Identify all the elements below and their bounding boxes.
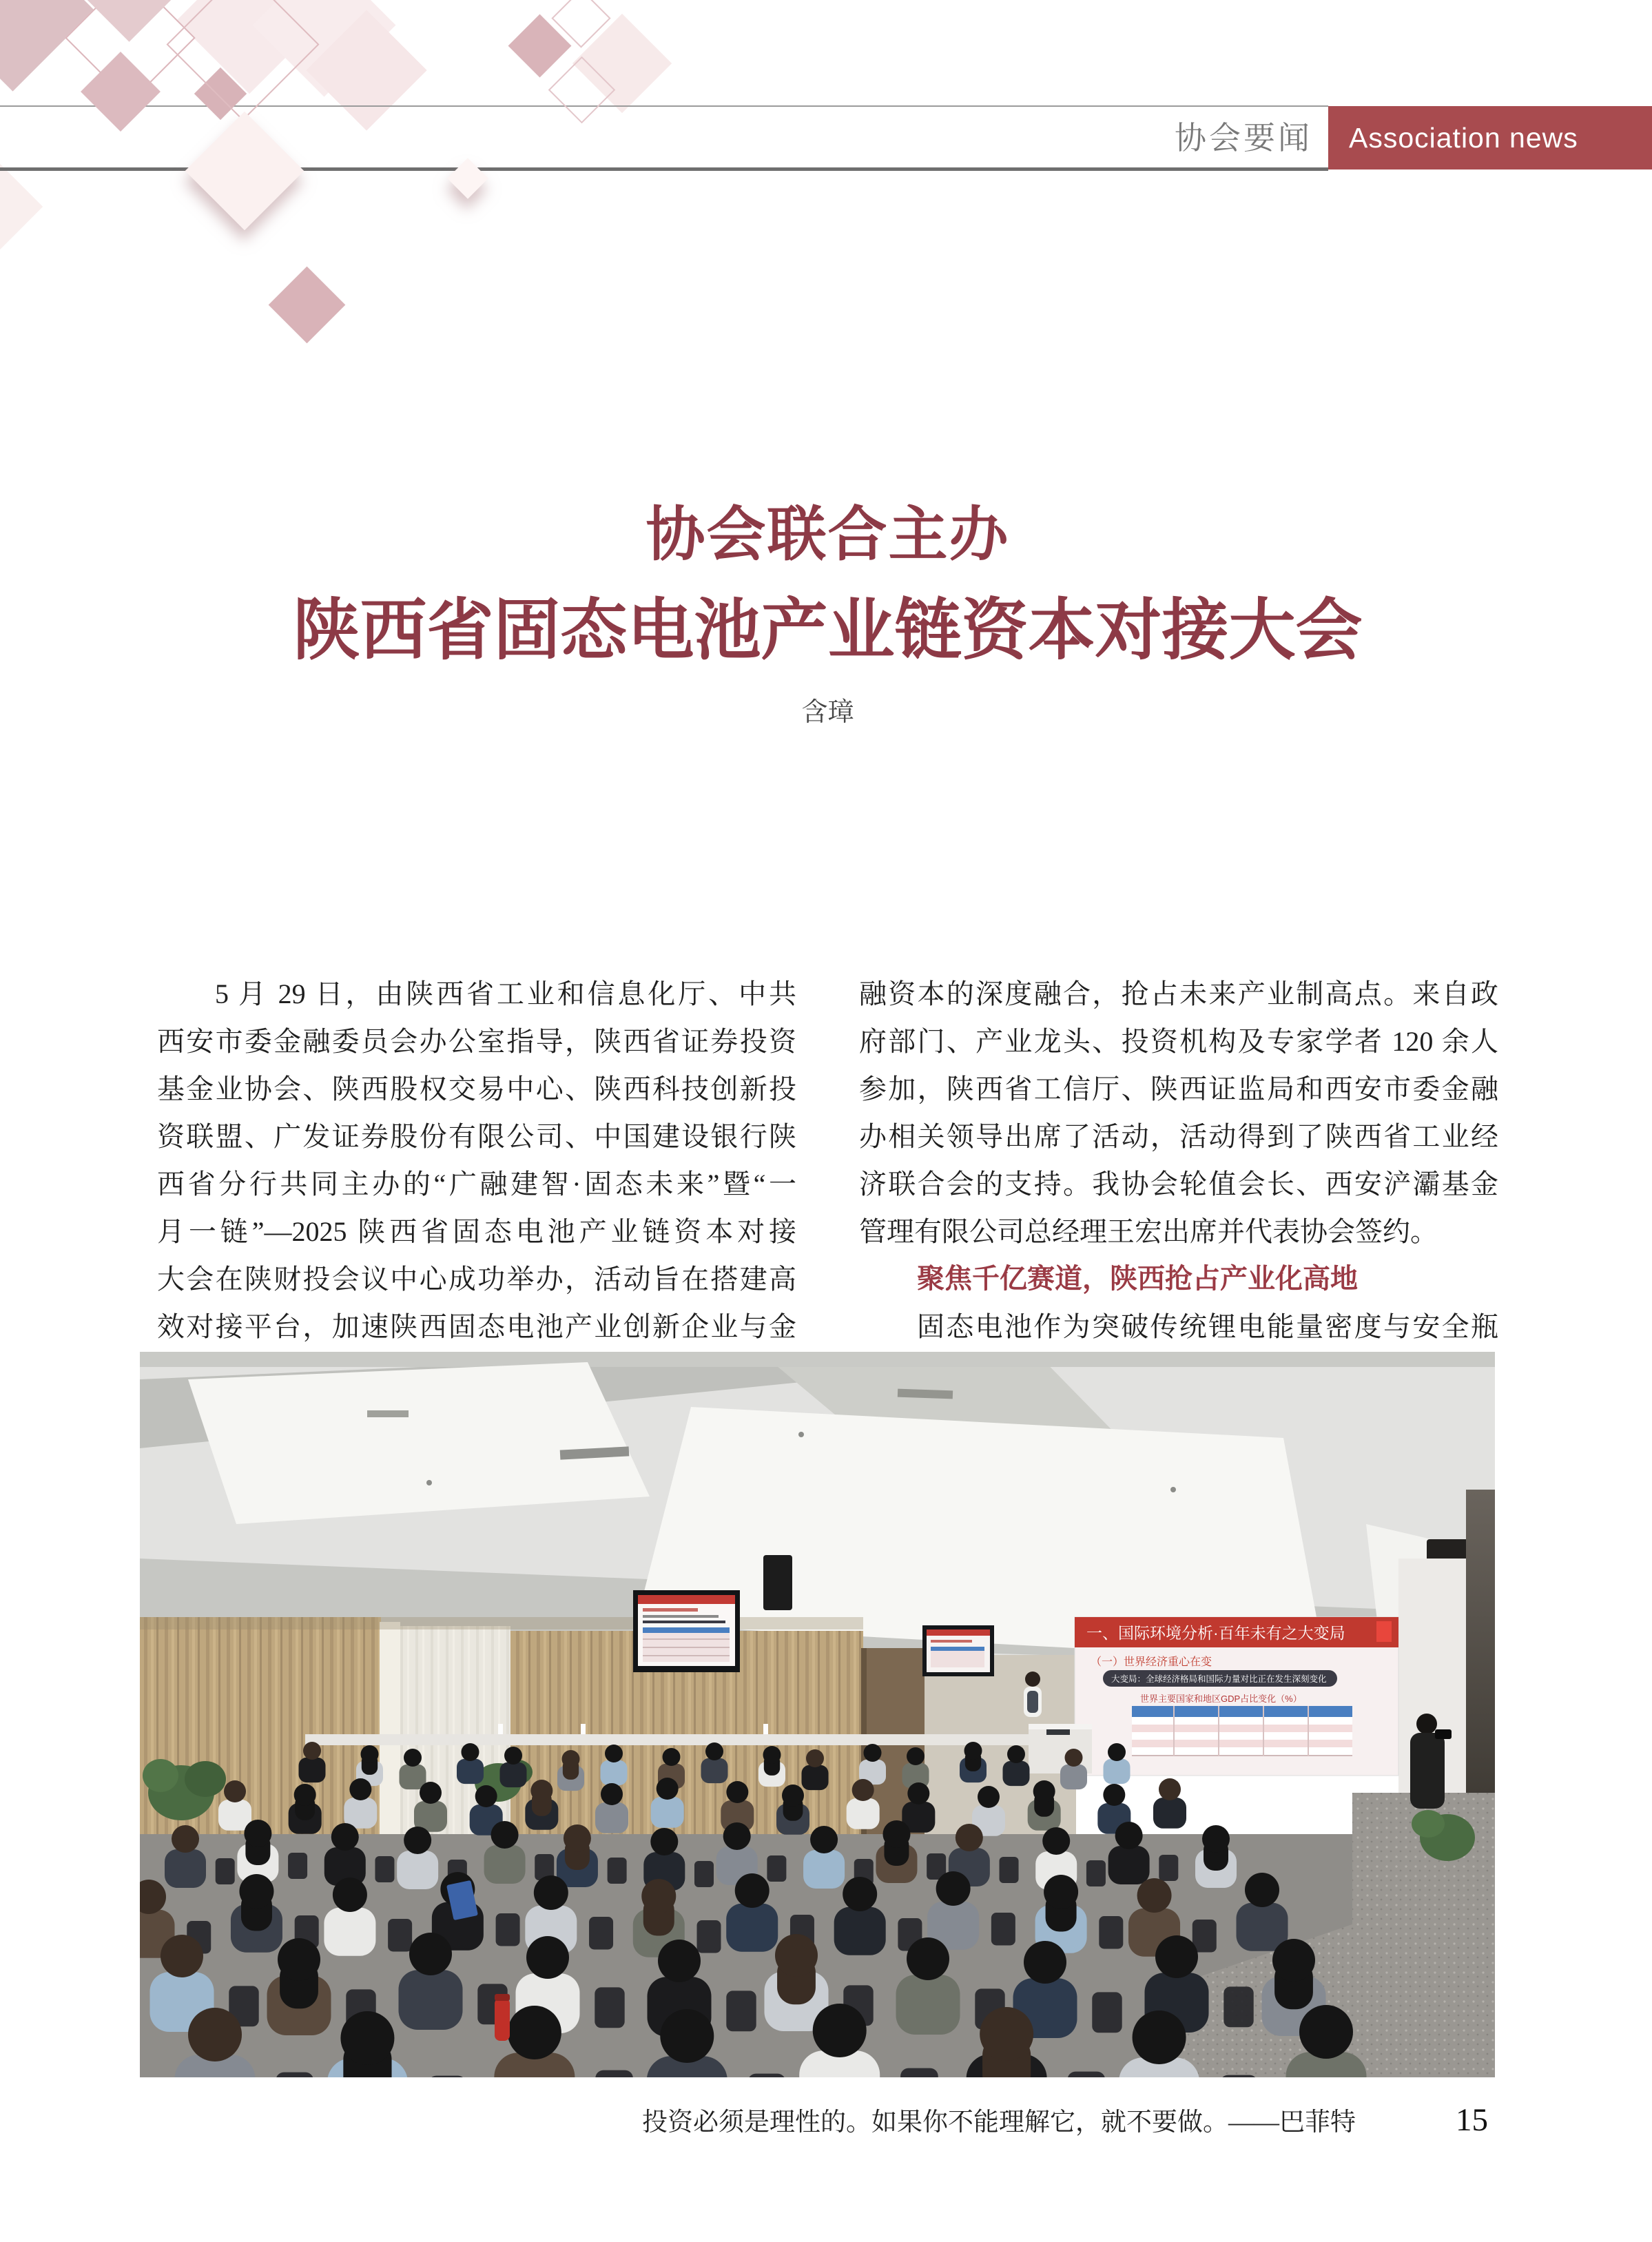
diamond-shape xyxy=(0,164,43,249)
diamond-shape xyxy=(78,0,180,41)
conference-photo xyxy=(140,1352,1495,2077)
screen-banner-text: 大变局：全球经济格局和国际力量对比正在发生深刻变化 xyxy=(1111,1674,1327,1684)
mid-tv-screen xyxy=(922,1625,994,1676)
body-line: 大会在陕财投会议中心成功举办，活动旨在搭建高 xyxy=(157,1264,796,1295)
body-line: 融资本的深度融合，抢占未来产业制高点。来自政 xyxy=(859,978,1498,1009)
body-line: 固态电池作为突破传统锂电能量密度与安全瓶 xyxy=(917,1311,1498,1342)
article-title-line1: 协会联合主办 xyxy=(646,502,1010,568)
author-name: 含璋 xyxy=(801,698,854,727)
diamond-shape xyxy=(65,0,196,103)
body-line: 西安市委金融委员会办公室指导，陕西省证券投资 xyxy=(157,1026,796,1057)
body-line: 府部门、产业龙头、投资机构及专家学者 120 余人 xyxy=(859,1026,1498,1057)
red-bottle-icon xyxy=(495,1998,510,2041)
section-subhead: 聚焦千亿赛道，陕西抢占产业化高地 xyxy=(917,1264,1358,1294)
body-line: 效对接平台，加速陕西固态电池产业创新企业与金 xyxy=(157,1311,796,1342)
article-title-line2: 陕西省固态电池产业链资本对接大会 xyxy=(293,594,1363,668)
screen-caption: 世界主要国家和地区GDP占比变化（%） xyxy=(1140,1694,1302,1704)
speaker-box-icon xyxy=(763,1555,792,1610)
left-tv-screen xyxy=(633,1590,740,1672)
section-label-en: Association news xyxy=(1349,121,1578,154)
screen-subtitle: （一）世界经济重心在变 xyxy=(1091,1656,1212,1668)
diamond-shape xyxy=(268,266,345,343)
section-badge xyxy=(1328,106,1652,169)
body-line: 资联盟、广发证券股份有限公司、中国建设银行陕 xyxy=(157,1121,796,1152)
body-line: 管理有限公司总经理王宏出席并代表协会签约。 xyxy=(859,1216,1438,1247)
diamond-shape xyxy=(572,14,672,113)
diamond-shape xyxy=(166,0,319,121)
diamond-shape xyxy=(185,112,304,231)
body-line: 办相关领导出席了活动，活动得到了陕西省工业经 xyxy=(859,1121,1498,1152)
diamond-shape xyxy=(176,0,322,94)
diamond-shape xyxy=(194,68,247,120)
diamond-shape xyxy=(0,0,94,91)
body-line: 基金业协会、陕西股权交易中心、陕西科技创新投 xyxy=(157,1073,796,1104)
diamond-shape xyxy=(508,14,571,77)
header-rule-thick xyxy=(0,167,1328,171)
screen-title: 一、国际环境分析·百年未有之大变局 xyxy=(1086,1624,1345,1642)
header-rule-thin xyxy=(0,105,1328,107)
body-line: 5 月 29 日，由陕西省工业和信息化厅、中共 xyxy=(215,978,796,1009)
diamond-shape xyxy=(306,10,426,130)
diamond-shape xyxy=(252,0,395,96)
article-column-right xyxy=(859,970,1498,1350)
section-label-zh: 协会要闻 xyxy=(1175,120,1312,156)
body-line: 月一链”—2025 陕西省固态电池产业链资本对接 xyxy=(157,1216,796,1247)
footer-quote: 投资必须是理性的。如果你不能理解它，就不要做。——巴菲特 xyxy=(642,2108,1356,2137)
article-column-left xyxy=(157,970,796,1350)
page-number: 15 xyxy=(1456,2102,1488,2138)
diamond-shape xyxy=(548,56,615,123)
diamond-shape xyxy=(551,0,610,48)
diamond-shape xyxy=(447,158,488,198)
diamond-decoration xyxy=(0,0,1652,386)
body-line: 参加，陕西省工信厅、陕西证监局和西安市委金融 xyxy=(859,1073,1498,1104)
body-line: 西省分行共同主办的“广融建智·固态未来”暨“一 xyxy=(157,1169,796,1200)
page-footer xyxy=(157,2101,1488,2139)
diamond-shape xyxy=(81,52,161,132)
body-line: 济联合会的支持。我协会轮值会长、西安浐灞基金 xyxy=(859,1169,1498,1200)
